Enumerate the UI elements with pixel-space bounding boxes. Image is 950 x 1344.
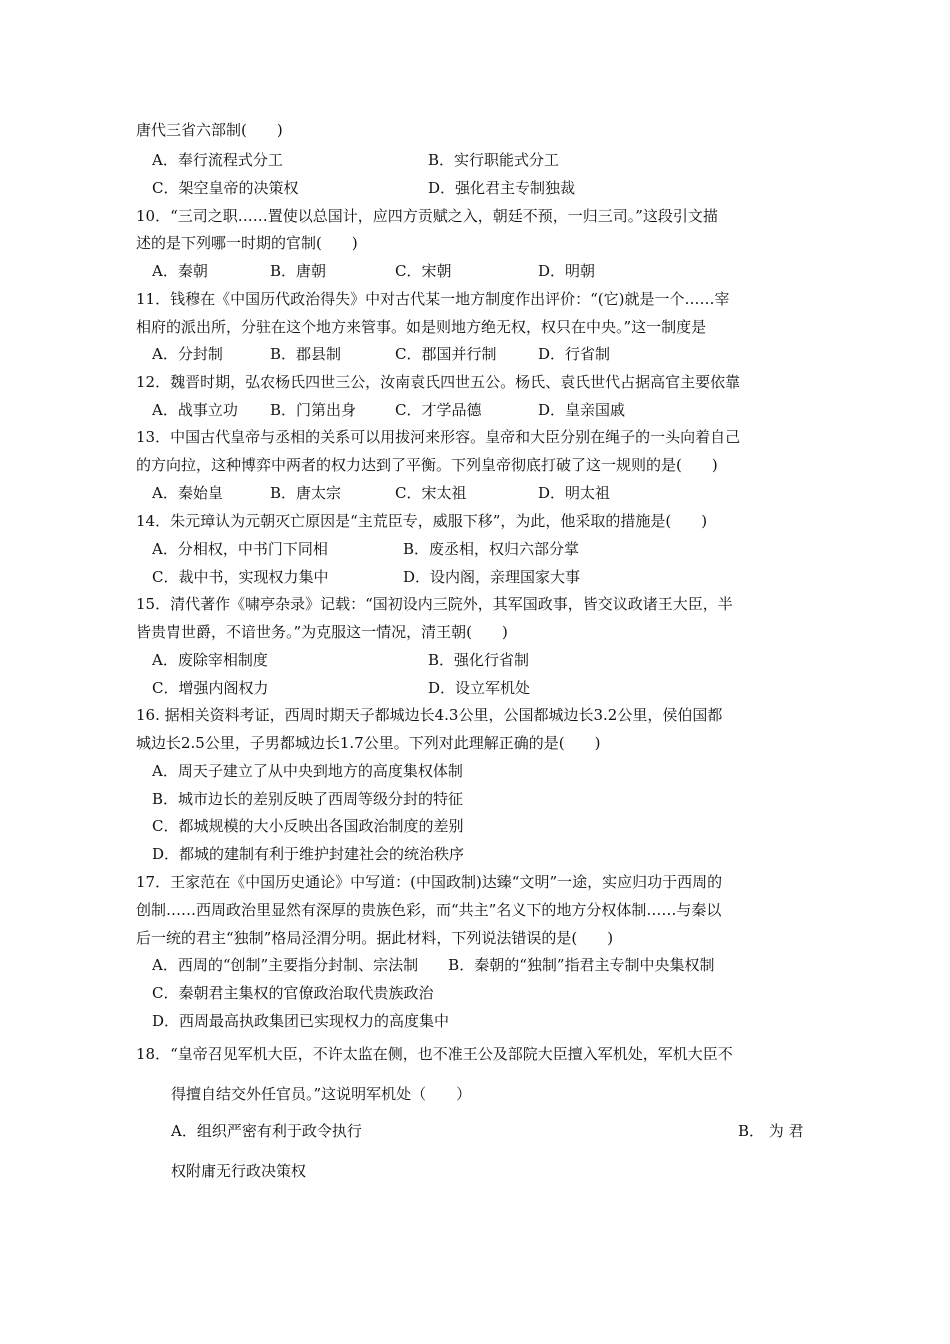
q16-stem-line1: 16. 据相关资料考证，西周时期天子都城边长4.3公里，公国都城边长3.2公里，侯伯国都 bbox=[136, 706, 723, 724]
q10-option-a: A．秦朝 bbox=[152, 262, 208, 280]
q17-option-d: D．西周最高执政集团已实现权力的高度集中 bbox=[152, 1012, 450, 1030]
q16-stem-line2: 城边长2.5公里，子男都城边长1.7公里。下列对此理解正确的是( ) bbox=[136, 734, 601, 752]
q9-option-a: A．奉行流程式分工 bbox=[152, 151, 283, 169]
q10-stem-line1: 10．“三司之职……置使以总国计，应四方贡赋之入，朝廷不预，一归三司。”这段引文描 bbox=[136, 207, 718, 225]
q12-stem: 12．魏晋时期，弘农杨氏四世三公，汝南袁氏四世五公。杨氏、袁氏世代占据高官主要依靠 bbox=[136, 373, 741, 391]
q18-stem-line2: 得擅自结交外任官员。”这说明军机处（ ） bbox=[171, 1085, 472, 1103]
q13-stem-line1: 13．中国古代皇帝与丞相的关系可以用拔河来形容。皇帝和大臣分别在绳子的一头向着自己 bbox=[136, 428, 741, 446]
q18-option-a: A．组织严密有利于政令执行 bbox=[171, 1122, 362, 1140]
q17-stem-line3: 后一统的君主“独制”格局泾渭分明。据此材料，下列说法错误的是( ) bbox=[136, 929, 614, 947]
q13-stem-line2: 的方向拉，这种博弈中两者的权力达到了平衡。下列皇帝彻底打破了这一规则的是( ) bbox=[136, 456, 718, 474]
q11-option-b: B．郡县制 bbox=[270, 345, 342, 363]
q13-options bbox=[0, 483, 950, 503]
q11-stem-line2: 相府的派出所，分驻在这个地方来管事。如是则地方绝无权，权只在中央。”这一制度是 bbox=[136, 318, 707, 336]
q15-option-d: D．设立军机处 bbox=[428, 679, 531, 697]
q10-option-b: B．唐朝 bbox=[270, 262, 327, 280]
q11-option-a: A．分封制 bbox=[152, 345, 223, 363]
q10-option-d: D．明朝 bbox=[538, 262, 596, 280]
q15-option-c: C．增强内阁权力 bbox=[152, 679, 269, 697]
q15-stem-line2: 皆贵胄世爵，不谙世务。”为克服这一情况，清王朝( ) bbox=[136, 623, 508, 641]
q16-option-d: D．都城的建制有利于维护封建社会的统治秩序 bbox=[152, 845, 465, 863]
q9-option-c: C．架空皇帝的决策权 bbox=[152, 179, 299, 197]
q18-option-b-head: B． 为 君 bbox=[738, 1122, 804, 1140]
q13-option-a: A．秦始皇 bbox=[152, 484, 223, 502]
q13-option-c: C．宋太祖 bbox=[395, 484, 467, 502]
q12-option-d: D．皇亲国戚 bbox=[538, 401, 626, 419]
q13-option-b: B．唐太宗 bbox=[270, 484, 342, 502]
q15-option-b: B．强化行省制 bbox=[428, 651, 530, 669]
q11-options bbox=[0, 344, 950, 364]
q12-options bbox=[0, 400, 950, 420]
q17-stem-line2: 创制……西周政治里显然有深厚的贵族色彩，而“共主”名义下的地方分权体制……与秦以 bbox=[136, 901, 722, 919]
q15-stem-line1: 15．清代著作《啸亭杂录》记载：“国初设内三院外，其军国政事，皆交议政诸王大臣，半 bbox=[136, 595, 733, 613]
q14-option-b: B．废丞相，权归六部分掌 bbox=[403, 540, 580, 558]
q16-option-a: A．周天子建立了从中央到地方的高度集权体制 bbox=[152, 762, 463, 780]
q17-option-c: C．秦朝君主集权的官僚政治取代贵族政治 bbox=[152, 984, 434, 1002]
q18-stem-line1: 18．“皇帝召见军机大臣，不许太监在侧，也不准王公及部院大臣擅入军机处，军机大臣不 bbox=[136, 1045, 733, 1063]
q15-option-a: A．废除宰相制度 bbox=[152, 651, 268, 669]
q13-option-d: D．明太祖 bbox=[538, 484, 611, 502]
q10-option-c: C．宋朝 bbox=[395, 262, 452, 280]
q14-option-a: A．分相权，中书门下同相 bbox=[152, 540, 328, 558]
q16-option-c: C．都城规模的大小反映出各国政治制度的差别 bbox=[152, 817, 464, 835]
q9-option-d: D．强化君主专制独裁 bbox=[428, 179, 576, 197]
q12-option-a: A．战事立功 bbox=[152, 401, 238, 419]
q10-stem-line2: 述的是下列哪一时期的官制( ) bbox=[136, 234, 358, 252]
q14-option-c: C．裁中书，实现权力集中 bbox=[152, 568, 329, 586]
q12-option-c: C．才学品德 bbox=[395, 401, 482, 419]
q16-option-b: B．城市边长的差别反映了西周等级分封的特征 bbox=[152, 790, 464, 808]
q14-stem: 14．朱元璋认为元朝灭亡原因是“主荒臣专，威服下移”，为此，他采取的措施是( ) bbox=[136, 512, 708, 530]
q17-stem-line1: 17．王家范在《中国历史通论》中写道：(中国政制)达臻“文明”一途，实应归功于西周的 bbox=[136, 873, 723, 891]
q11-option-d: D．行省制 bbox=[538, 345, 611, 363]
q11-stem-line1: 11．钱穆在《中国历代政治得失》中对古代某一地方制度作出评价：“(它)就是一个……宰 bbox=[136, 290, 730, 308]
q18-option-b-tail: 权附庸无行政决策权 bbox=[171, 1162, 307, 1180]
q9-option-b: B．实行职能式分工 bbox=[428, 151, 560, 169]
q14-option-d: D．设内阁，亲理国家大事 bbox=[403, 568, 581, 586]
q17-options-ab: A．西周的“创制”主要指分封制、宗法制 B．秦朝的“独制”指君主专制中央集权制 bbox=[152, 956, 715, 974]
q10-options bbox=[0, 261, 950, 281]
q9-stem: 唐代三省六部制( ) bbox=[136, 121, 283, 139]
q11-option-c: C．郡国并行制 bbox=[395, 345, 497, 363]
q12-option-b: B．门第出身 bbox=[270, 401, 357, 419]
